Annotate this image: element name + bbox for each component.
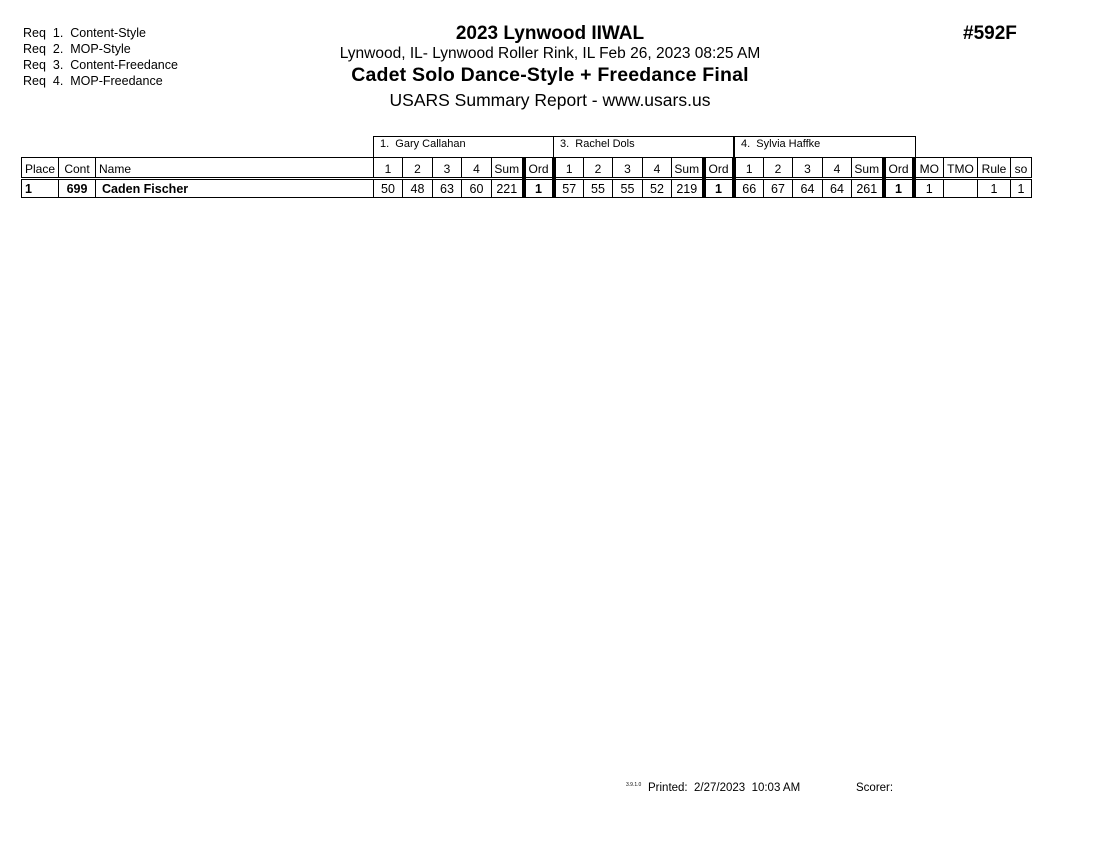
col-j3-sum: Sum bbox=[852, 158, 884, 179]
cell-place: 1 bbox=[22, 179, 59, 198]
cell-rule: 1 bbox=[978, 179, 1011, 198]
results-table bbox=[21, 157, 1032, 198]
software-version: 3.9.1.0 bbox=[626, 782, 642, 788]
cell-j2-2: 55 bbox=[584, 179, 613, 198]
event-title: Cadet Solo Dance-Style + Freedance Final bbox=[351, 64, 749, 86]
table-row bbox=[22, 179, 1032, 198]
col-j1-3: 3 bbox=[433, 158, 462, 179]
table-header-row bbox=[22, 158, 1032, 179]
cell-j1-1: 50 bbox=[374, 179, 403, 198]
col-j3-1: 1 bbox=[734, 158, 764, 179]
col-cont: Cont bbox=[59, 158, 96, 179]
col-j2-2: 2 bbox=[584, 158, 613, 179]
col-j1-1: 1 bbox=[374, 158, 403, 179]
cell-j1-sum: 221 bbox=[492, 179, 524, 198]
col-j3-4: 4 bbox=[823, 158, 852, 179]
cell-j3-ord: 1 bbox=[884, 179, 914, 198]
report-title: USARS Summary Report - www.usars.us bbox=[389, 90, 711, 110]
cell-j3-3: 64 bbox=[793, 179, 823, 198]
col-j3-3: 3 bbox=[793, 158, 823, 179]
cell-j3-sum: 261 bbox=[852, 179, 884, 198]
col-j1-2: 2 bbox=[403, 158, 433, 179]
requirements-legend bbox=[23, 25, 178, 89]
scorer-label: Scorer: bbox=[856, 782, 894, 794]
col-j2-1: 1 bbox=[554, 158, 584, 179]
cell-j2-sum: 219 bbox=[672, 179, 704, 198]
col-j2-4: 4 bbox=[643, 158, 672, 179]
cell-j2-4: 52 bbox=[643, 179, 672, 198]
cell-j1-2: 48 bbox=[403, 179, 433, 198]
col-j1-ord: Ord bbox=[524, 158, 554, 179]
cell-j2-3: 55 bbox=[613, 179, 643, 198]
col-j2-ord: Ord bbox=[704, 158, 734, 179]
event-number: #592F bbox=[963, 23, 1017, 44]
printed-timestamp: Printed: 2/27/2023 10:03 AM bbox=[648, 782, 801, 794]
col-name: Name bbox=[96, 158, 374, 179]
judge-header-2: 3. Rachel Dols bbox=[553, 136, 734, 157]
col-mo: MO bbox=[914, 158, 944, 179]
requirement-1: Req 1. Content-Style bbox=[23, 26, 146, 40]
cell-j3-1: 66 bbox=[734, 179, 764, 198]
requirement-4: Req 4. MOP-Freedance bbox=[23, 74, 163, 88]
col-j2-sum: Sum bbox=[672, 158, 704, 179]
col-j1-sum: Sum bbox=[492, 158, 524, 179]
requirement-2: Req 2. MOP-Style bbox=[23, 42, 131, 56]
judge-header-3: 4. Sylvia Haffke bbox=[734, 136, 916, 157]
cell-mo: 1 bbox=[914, 179, 944, 198]
competition-location: Lynwood, IL- Lynwood Roller Rink, IL Feb 26, 2023 08:25 AM bbox=[339, 45, 761, 62]
cell-j1-4: 60 bbox=[462, 179, 492, 198]
col-so: so bbox=[1011, 158, 1032, 179]
cell-tmo bbox=[944, 179, 978, 198]
col-j3-2: 2 bbox=[764, 158, 793, 179]
cell-so: 1 bbox=[1011, 179, 1032, 198]
cell-j1-ord: 1 bbox=[524, 179, 554, 198]
cell-j3-2: 67 bbox=[764, 179, 793, 198]
cell-j2-1: 57 bbox=[554, 179, 584, 198]
col-tmo: TMO bbox=[944, 158, 978, 179]
requirement-3: Req 3. Content-Freedance bbox=[23, 58, 178, 72]
col-j3-ord: Ord bbox=[884, 158, 914, 179]
judge-header-1: 1. Gary Callahan bbox=[373, 136, 554, 157]
cell-j2-ord: 1 bbox=[704, 179, 734, 198]
competition-title: 2023 Lynwood IIWAL bbox=[455, 23, 645, 44]
col-rule: Rule bbox=[978, 158, 1011, 179]
col-j2-3: 3 bbox=[613, 158, 643, 179]
col-place: Place bbox=[22, 158, 59, 179]
cell-name: Caden Fischer bbox=[96, 179, 374, 198]
cell-j1-3: 63 bbox=[433, 179, 462, 198]
col-j1-4: 4 bbox=[462, 158, 492, 179]
cell-j3-4: 64 bbox=[823, 179, 852, 198]
cell-cont: 699 bbox=[59, 179, 96, 198]
